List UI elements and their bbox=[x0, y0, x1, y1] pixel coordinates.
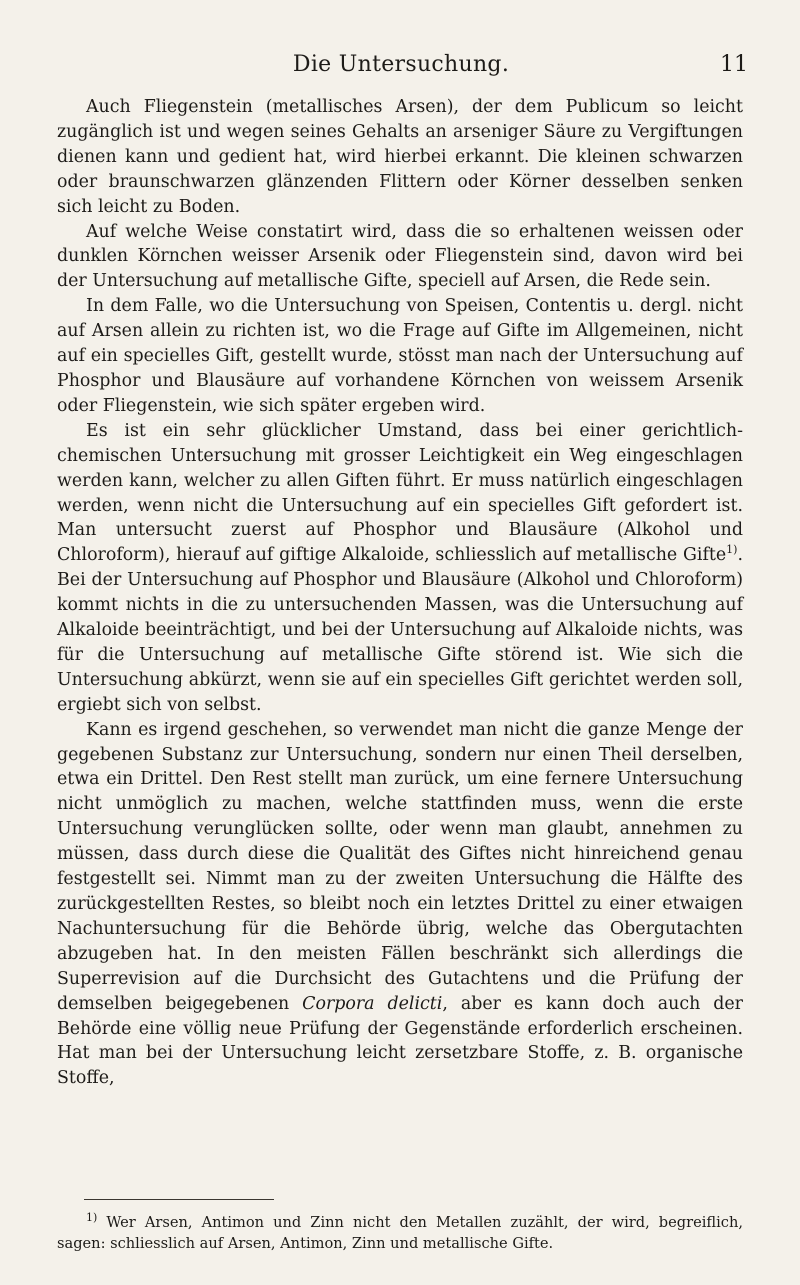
paragraph-5 bbox=[57, 718, 743, 1092]
footnote-mark: 1) bbox=[86, 1211, 98, 1225]
footnote-divider bbox=[84, 1199, 274, 1200]
page-header bbox=[54, 52, 748, 86]
page-number: 11 bbox=[720, 52, 748, 77]
italic-term: Corpora delicti bbox=[302, 993, 443, 1014]
paragraph-3: In dem Falle, wo die Untersuchung von Speisen, Contentis u. dergl. nicht auf Arsen allein zu richten ist, wo die Frage auf Gifte im Allgemeinen, nicht auf ein specielles Gift, gestellt wurde, stösst man nach der Untersuchung auf Phosphor und Blausäure auf vorhandene Körnchen von weissem Arsenik oder Fliegenstein, wie sich später ergeben wird. bbox=[57, 296, 743, 416]
paragraph-5-part-1: Kann es irgend geschehen, so verwendet man nicht die ganze Menge der gegebenen Substanz zur Untersuchung, sondern nur einen Theil derselben, etwa ein Drittel. Den Rest stellt man zurück, um eine fernere Untersuchung nicht unmöglich zu machen, welche stattfinden muss, wenn die erste Untersuchung verunglücken sollte, oder wenn man glaubt, annehmen zu müssen, dass durch diese die Qualität des Giftes nicht hinreichend genau festgestellt sei. Nimmt man zu der zweiten Untersuchung die Hälfte des zurückgestellten Restes, so bleibt noch ein letztes Drittel zu einer etwaigen Nachuntersuchung für die Behörde übrig, welche das Obergutachten abzugeben hat. In den meisten Fällen beschränkt sich allerdings die Superrevision auf die Durchsicht des Gutachtens und die Prüfung der demselben beigegebenen bbox=[57, 719, 743, 1014]
paragraph-1: Auch Fliegenstein (metallisches Arsen), der dem Publicum so leicht zugänglich ist und wegen seines Gehalts an arseniger Säure zu Vergiftungen dienen kann und gedient hat, wird hierbei erkannt. Die kleinen schwarzen oder braunschwarzen glänzenden Flittern oder Körner desselben senken sich leicht zu Boden. bbox=[57, 97, 743, 217]
paragraph-5-part-2: , aber es kann doch auch der Behörde eine völlig neue Prüfung der Gegenstände erforderlich erscheinen. Hat man bei der Untersuchung leicht zersetzbare Stoffe, z. B. organische Stoffe, bbox=[57, 993, 743, 1089]
footnote-text: Wer Arsen, Antimon und Zinn nicht den Metallen zuzählt, der wird, begreiflich, sagen: schliesslich auf Arsen, Antimon, Zinn und metallische Gifte. bbox=[57, 1214, 743, 1252]
body-text bbox=[57, 95, 743, 1091]
footnote-reference: 1) bbox=[726, 543, 738, 557]
running-title: Die Untersuchung. bbox=[292, 52, 510, 77]
paragraph-4 bbox=[57, 419, 743, 718]
paragraph-2: Auf welche Weise constatirt wird, dass die so erhaltenen weissen oder dunklen Körnchen weisser Arsenik oder Fliegenstein sind, davon wird bei der Untersuchung auf metallische Gifte, speciell auf Arsen, die Rede sein. bbox=[57, 221, 743, 292]
paragraph-4-part-2: . Bei der Untersuchung auf Phosphor und Blausäure (Alkohol und Chloroform) kommt nichts in die zu untersuchenden Massen, was die Untersuchung auf Alkaloide beeinträchtigt, und bei der Untersuchung auf Alkaloide nichts, was für die Untersuchung auf metallische Gifte störend ist. Wie sich die Untersuchung abkürzt, wenn sie auf ein specielles Gift gerichtet werden soll, ergiebt sich von selbst. bbox=[57, 545, 743, 715]
paragraph-4-part-1: Es ist ein sehr glücklicher Umstand, dass bei einer gerichtlich-chemischen Untersuchung mit grosser Leichtigkeit ein Weg eingeschlagen werden kann, welcher zu allen Giften führt. Er muss natürlich eingeschlagen werden, wenn nicht die Untersuchung auf ein specielles Gift gefordert ist. Man untersucht zuerst auf Phosphor und Blausäure (Alkohol und Chloroform), hierauf auf giftige Alkaloide, schliesslich auf metallische Gifte bbox=[57, 420, 743, 566]
footnote bbox=[57, 1212, 743, 1254]
